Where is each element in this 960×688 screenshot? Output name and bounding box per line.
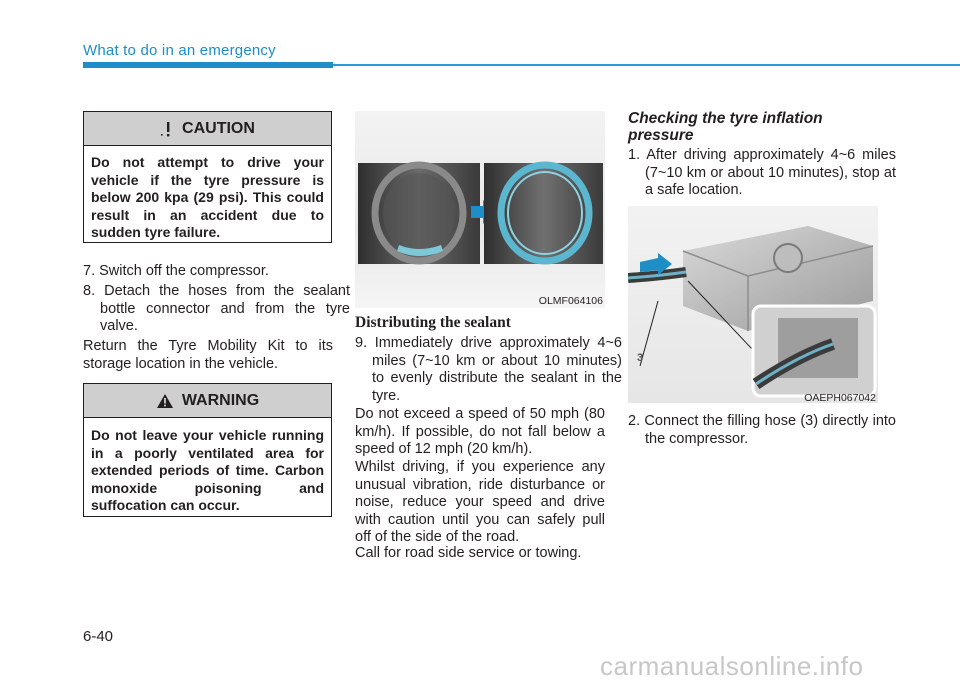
figure-label-3: 3 (637, 352, 644, 364)
warning-triangle-icon (156, 393, 174, 409)
step-9: 9. Immediately drive approximately 4~6 miles (7~10 km or about 10 minutes) to evenly distribute the sealant in the tyre. (355, 335, 622, 404)
sealant-distribution-figure (355, 111, 605, 308)
header-rule (333, 64, 960, 66)
step-8: 8. Detach the hoses from the sealant bottle connector and from the tyre valve. (83, 283, 350, 334)
section-title: What to do in an emergency (83, 42, 276, 59)
header-accent-bar (83, 62, 333, 68)
caution-title: CAUTION (182, 119, 255, 137)
step-1: 1. After driving approximately 4~6 miles (7~10 km or about 10 minutes), stop at a safe location. (628, 147, 896, 198)
watermark: carmanualsonline.info (600, 651, 864, 681)
heading-distributing-sealant: Distributing the sealant (355, 314, 511, 331)
whilst-driving-text: Whilst driving, if you experience any unusual vibration, ride disturbance or noise, reduce your speed and drive with caution until you can safely pull off of the side of the road. (355, 459, 605, 545)
figure-caption-compressor: OAEPH067042 (804, 392, 876, 404)
page-number: 6-40 (83, 628, 114, 645)
warning-header (84, 384, 331, 418)
speed-text: Do not exceed a speed of 50 mph (80 km/h). If possible, do not fall below a speed of 12 mph (20 km/h). (355, 406, 605, 457)
step-7: 7. Switch off the compressor. (83, 263, 269, 279)
caution-box (83, 111, 332, 243)
warning-box (83, 383, 332, 517)
warning-text: Do not leave your vehicle running in a poorly ventilated area for extended periods of time. Carbon monoxide poisoning and suffocation can occur. (91, 427, 324, 514)
caution-icon (160, 120, 174, 138)
caution-text: Do not attempt to drive your vehicle if the tyre pressure is below 200 kpa (29 psi). This could result in an accident due to sudden tyre failure. (91, 154, 324, 241)
heading-checking-pressure: Checking the tyre inflation pressure (628, 110, 823, 144)
return-text: Return the Tyre Mobility Kit to its storage location in the vehicle. (83, 338, 333, 372)
call-service-text: Call for road side service or towing. (355, 545, 582, 561)
caution-header (84, 112, 331, 146)
figure-caption-sealant: OLMF064106 (538, 295, 603, 307)
step-2: 2. Connect the filling hose (3) directly into the compressor. (628, 413, 896, 447)
compressor-figure (628, 206, 878, 403)
warning-title: WARNING (181, 391, 260, 409)
